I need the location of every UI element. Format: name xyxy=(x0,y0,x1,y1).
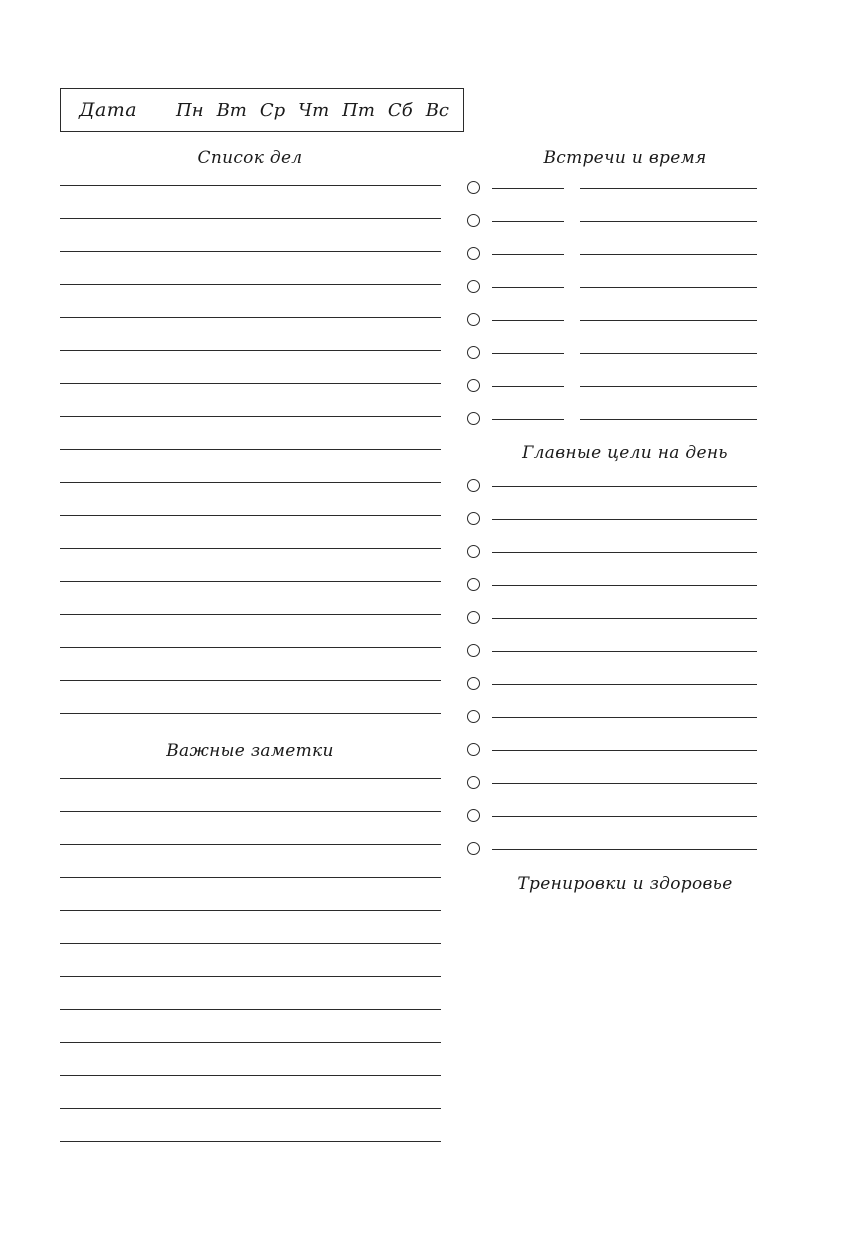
meeting-desc-line[interactable] xyxy=(580,386,757,387)
goal-bullet[interactable] xyxy=(467,743,480,756)
meeting-bullet[interactable] xyxy=(467,247,480,260)
meeting-bullet[interactable] xyxy=(467,214,480,227)
meeting-desc-line[interactable] xyxy=(580,353,757,354)
todo-section-title: Список дел xyxy=(197,148,303,168)
goal-bullet[interactable] xyxy=(467,809,480,822)
goal-bullet[interactable] xyxy=(467,842,480,855)
notes-section-title: Важные заметки xyxy=(166,741,334,761)
todo-line[interactable] xyxy=(60,185,441,186)
notes-line[interactable] xyxy=(60,1141,441,1142)
weekday-selector[interactable] xyxy=(176,100,449,121)
meeting-desc-line[interactable] xyxy=(580,254,757,255)
weekday-wed[interactable]: Ср xyxy=(259,99,286,121)
todo-line[interactable] xyxy=(60,515,441,516)
goal-line[interactable] xyxy=(492,783,757,784)
todo-line[interactable] xyxy=(60,317,441,318)
todo-line[interactable] xyxy=(60,647,441,648)
notes-line[interactable] xyxy=(60,943,441,944)
todo-line[interactable] xyxy=(60,383,441,384)
weekday-sat[interactable]: Сб xyxy=(387,99,413,121)
notes-line[interactable] xyxy=(60,1075,441,1076)
meeting-desc-line[interactable] xyxy=(580,188,757,189)
todo-line[interactable] xyxy=(60,713,441,714)
meeting-desc-line[interactable] xyxy=(580,287,757,288)
goal-line[interactable] xyxy=(492,618,757,619)
notes-line[interactable] xyxy=(60,877,441,878)
goal-bullet[interactable] xyxy=(467,512,480,525)
meeting-bullet[interactable] xyxy=(467,412,480,425)
goal-bullet[interactable] xyxy=(467,545,480,558)
date-header-box[interactable] xyxy=(60,88,464,132)
goal-line[interactable] xyxy=(492,849,757,850)
goal-line[interactable] xyxy=(492,816,757,817)
meeting-time-line[interactable] xyxy=(492,254,564,255)
todo-line[interactable] xyxy=(60,680,441,681)
goal-line[interactable] xyxy=(492,552,757,553)
notes-line[interactable] xyxy=(60,910,441,911)
goal-line[interactable] xyxy=(492,486,757,487)
meeting-desc-line[interactable] xyxy=(580,221,757,222)
weekday-sun[interactable]: Вс xyxy=(425,99,449,121)
meetings-section-title: Встречи и время xyxy=(543,148,707,168)
weekday-tue[interactable]: Вт xyxy=(216,99,247,121)
workouts-section-title: Тренировки и здоровье xyxy=(517,874,733,894)
weekday-mon[interactable]: Пн xyxy=(176,99,204,121)
notes-line[interactable] xyxy=(60,976,441,977)
todo-line[interactable] xyxy=(60,284,441,285)
goal-line[interactable] xyxy=(492,651,757,652)
goal-bullet[interactable] xyxy=(467,677,480,690)
todo-line[interactable] xyxy=(60,350,441,351)
workouts-writing-area[interactable] xyxy=(466,905,766,1155)
goal-line[interactable] xyxy=(492,519,757,520)
meeting-desc-line[interactable] xyxy=(580,320,757,321)
todo-line[interactable] xyxy=(60,548,441,549)
meeting-time-line[interactable] xyxy=(492,419,564,420)
notes-line[interactable] xyxy=(60,778,441,779)
todo-line[interactable] xyxy=(60,482,441,483)
goal-bullet[interactable] xyxy=(467,479,480,492)
goal-bullet[interactable] xyxy=(467,578,480,591)
goal-line[interactable] xyxy=(492,750,757,751)
goal-line[interactable] xyxy=(492,585,757,586)
goal-bullet[interactable] xyxy=(467,611,480,624)
notes-line[interactable] xyxy=(60,811,441,812)
goal-line[interactable] xyxy=(492,684,757,685)
todo-line[interactable] xyxy=(60,251,441,252)
todo-line[interactable] xyxy=(60,581,441,582)
todo-line[interactable] xyxy=(60,218,441,219)
meeting-time-line[interactable] xyxy=(492,320,564,321)
todo-line[interactable] xyxy=(60,416,441,417)
meeting-time-line[interactable] xyxy=(492,287,564,288)
date-label: Дата xyxy=(79,99,138,121)
todo-line[interactable] xyxy=(60,614,441,615)
meeting-time-line[interactable] xyxy=(492,353,564,354)
meeting-bullet[interactable] xyxy=(467,181,480,194)
notes-line[interactable] xyxy=(60,1009,441,1010)
todo-line[interactable] xyxy=(60,449,441,450)
weekday-fri[interactable]: Пт xyxy=(342,99,375,121)
goals-section-title: Главные цели на день xyxy=(522,443,728,463)
meeting-bullet[interactable] xyxy=(467,346,480,359)
meeting-time-line[interactable] xyxy=(492,386,564,387)
meeting-desc-line[interactable] xyxy=(580,419,757,420)
goal-line[interactable] xyxy=(492,717,757,718)
meeting-bullet[interactable] xyxy=(467,379,480,392)
meeting-time-line[interactable] xyxy=(492,188,564,189)
notes-line[interactable] xyxy=(60,1108,441,1109)
goal-bullet[interactable] xyxy=(467,644,480,657)
meeting-bullet[interactable] xyxy=(467,313,480,326)
weekday-thu[interactable]: Чт xyxy=(298,99,330,121)
meeting-bullet[interactable] xyxy=(467,280,480,293)
notes-line[interactable] xyxy=(60,844,441,845)
goal-bullet[interactable] xyxy=(467,776,480,789)
notes-line[interactable] xyxy=(60,1042,441,1043)
meeting-time-line[interactable] xyxy=(492,221,564,222)
goal-bullet[interactable] xyxy=(467,710,480,723)
